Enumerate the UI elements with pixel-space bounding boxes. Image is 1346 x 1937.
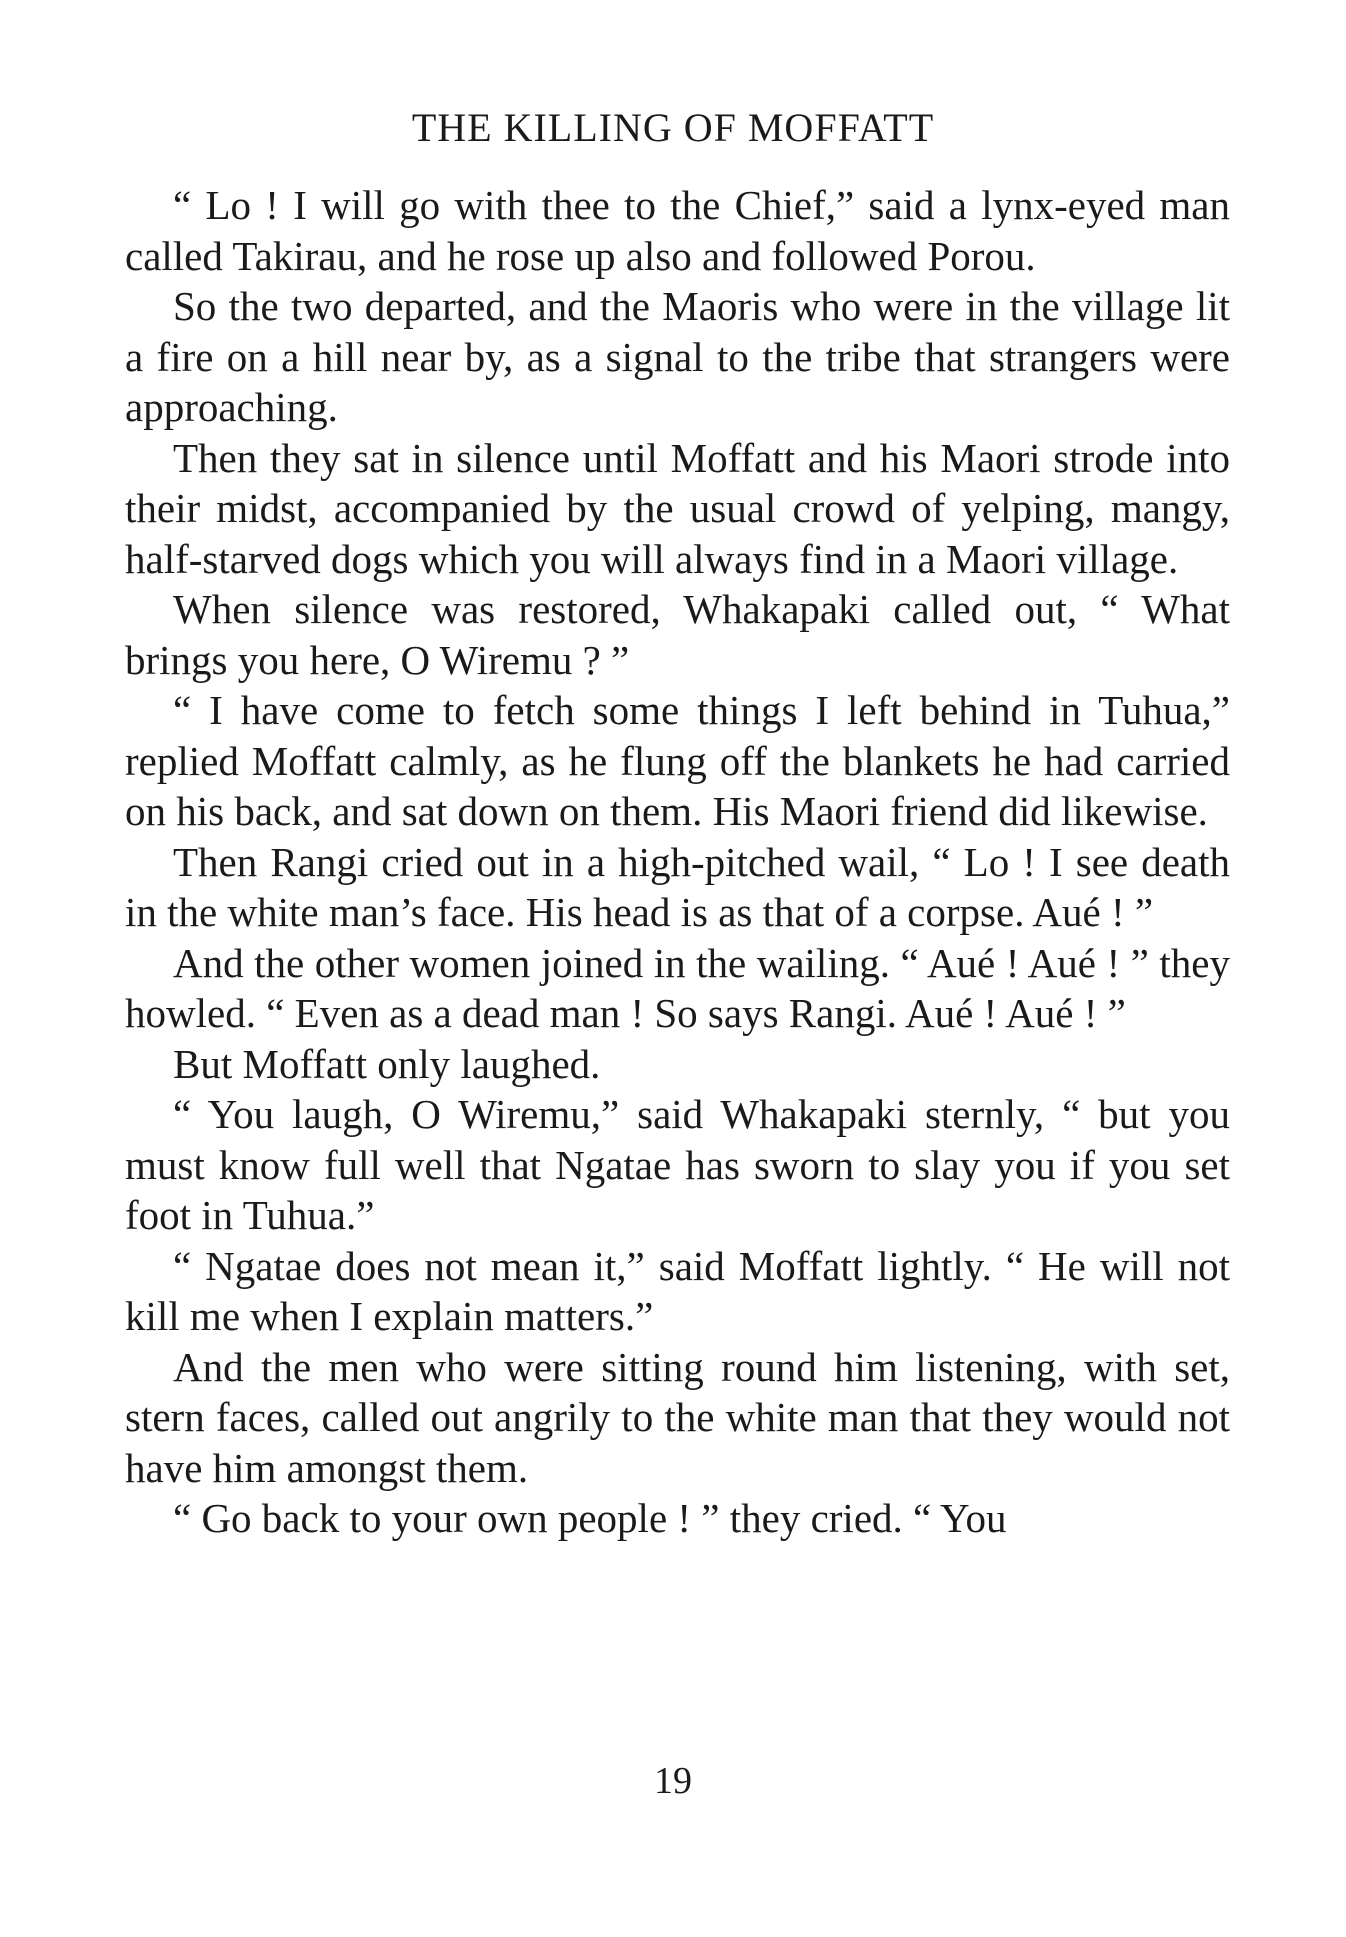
paragraph: “ I have come to fetch some things I left behind in Tuhua,” replied Moffatt calmly, as he flung off the blankets he had carried on his back, and sat down on them. His Maori friend did likewise. [125, 687, 1230, 834]
paragraph: “ You laugh, O Wiremu,” said Whakapaki sternly, “ but you must know full well that Ngatae has sworn to slay you if you set foot in Tuhua.” [125, 1091, 1230, 1238]
paragraph: “ Ngatae does not mean it,” said Moffatt lightly. “ He will not kill me when I explain matters.” [125, 1242, 1230, 1339]
paragraph: “ Go back to your own people ! ” they cried. “ You [173, 1495, 1007, 1541]
paragraph: And the men who were sitting round him listening, with set, stern faces, called out angrily to the white man that they would not have him amongst them. [125, 1343, 1230, 1491]
paragraph: Then Rangi cried out in a high-pitched wail, “ Lo ! I see death in the white man’s face. His head is as that of a corpse. Aué ! ” [125, 838, 1230, 935]
paragraph: When silence was restored, Whakapaki called out, “ What brings you here, O Wiremu ? ” [125, 586, 1230, 683]
paragraph: And the other women joined in the wailing. “ Aué ! Aué ! ” they howled. “ Even as a dead man ! So says Rangi. Aué ! Aué ! ” [125, 939, 1230, 1036]
body-text [125, 180, 1230, 1544]
paragraph: So the two departed, and the Maoris who were in the village lit a fire on a hill near by, as a signal to the tribe that strangers were approaching. [125, 283, 1230, 430]
paragraph: Then they sat in silence until Moffatt and his Maori strode into their midst, accompanied by the usual crowd of yelping, mangy, half-starved dogs which you will always find in a Maori village. [125, 434, 1230, 582]
running-head: THE KILLING OF MOFFATT [411, 105, 935, 150]
paragraph: “ Lo ! I will go with thee to the Chief,” said a lynx-eyed man called Takirau, and he rose up also and followed Porou. [125, 182, 1230, 279]
paragraph: But Moffatt only laughed. [173, 1040, 601, 1087]
page-number: 19 [654, 1760, 692, 1802]
